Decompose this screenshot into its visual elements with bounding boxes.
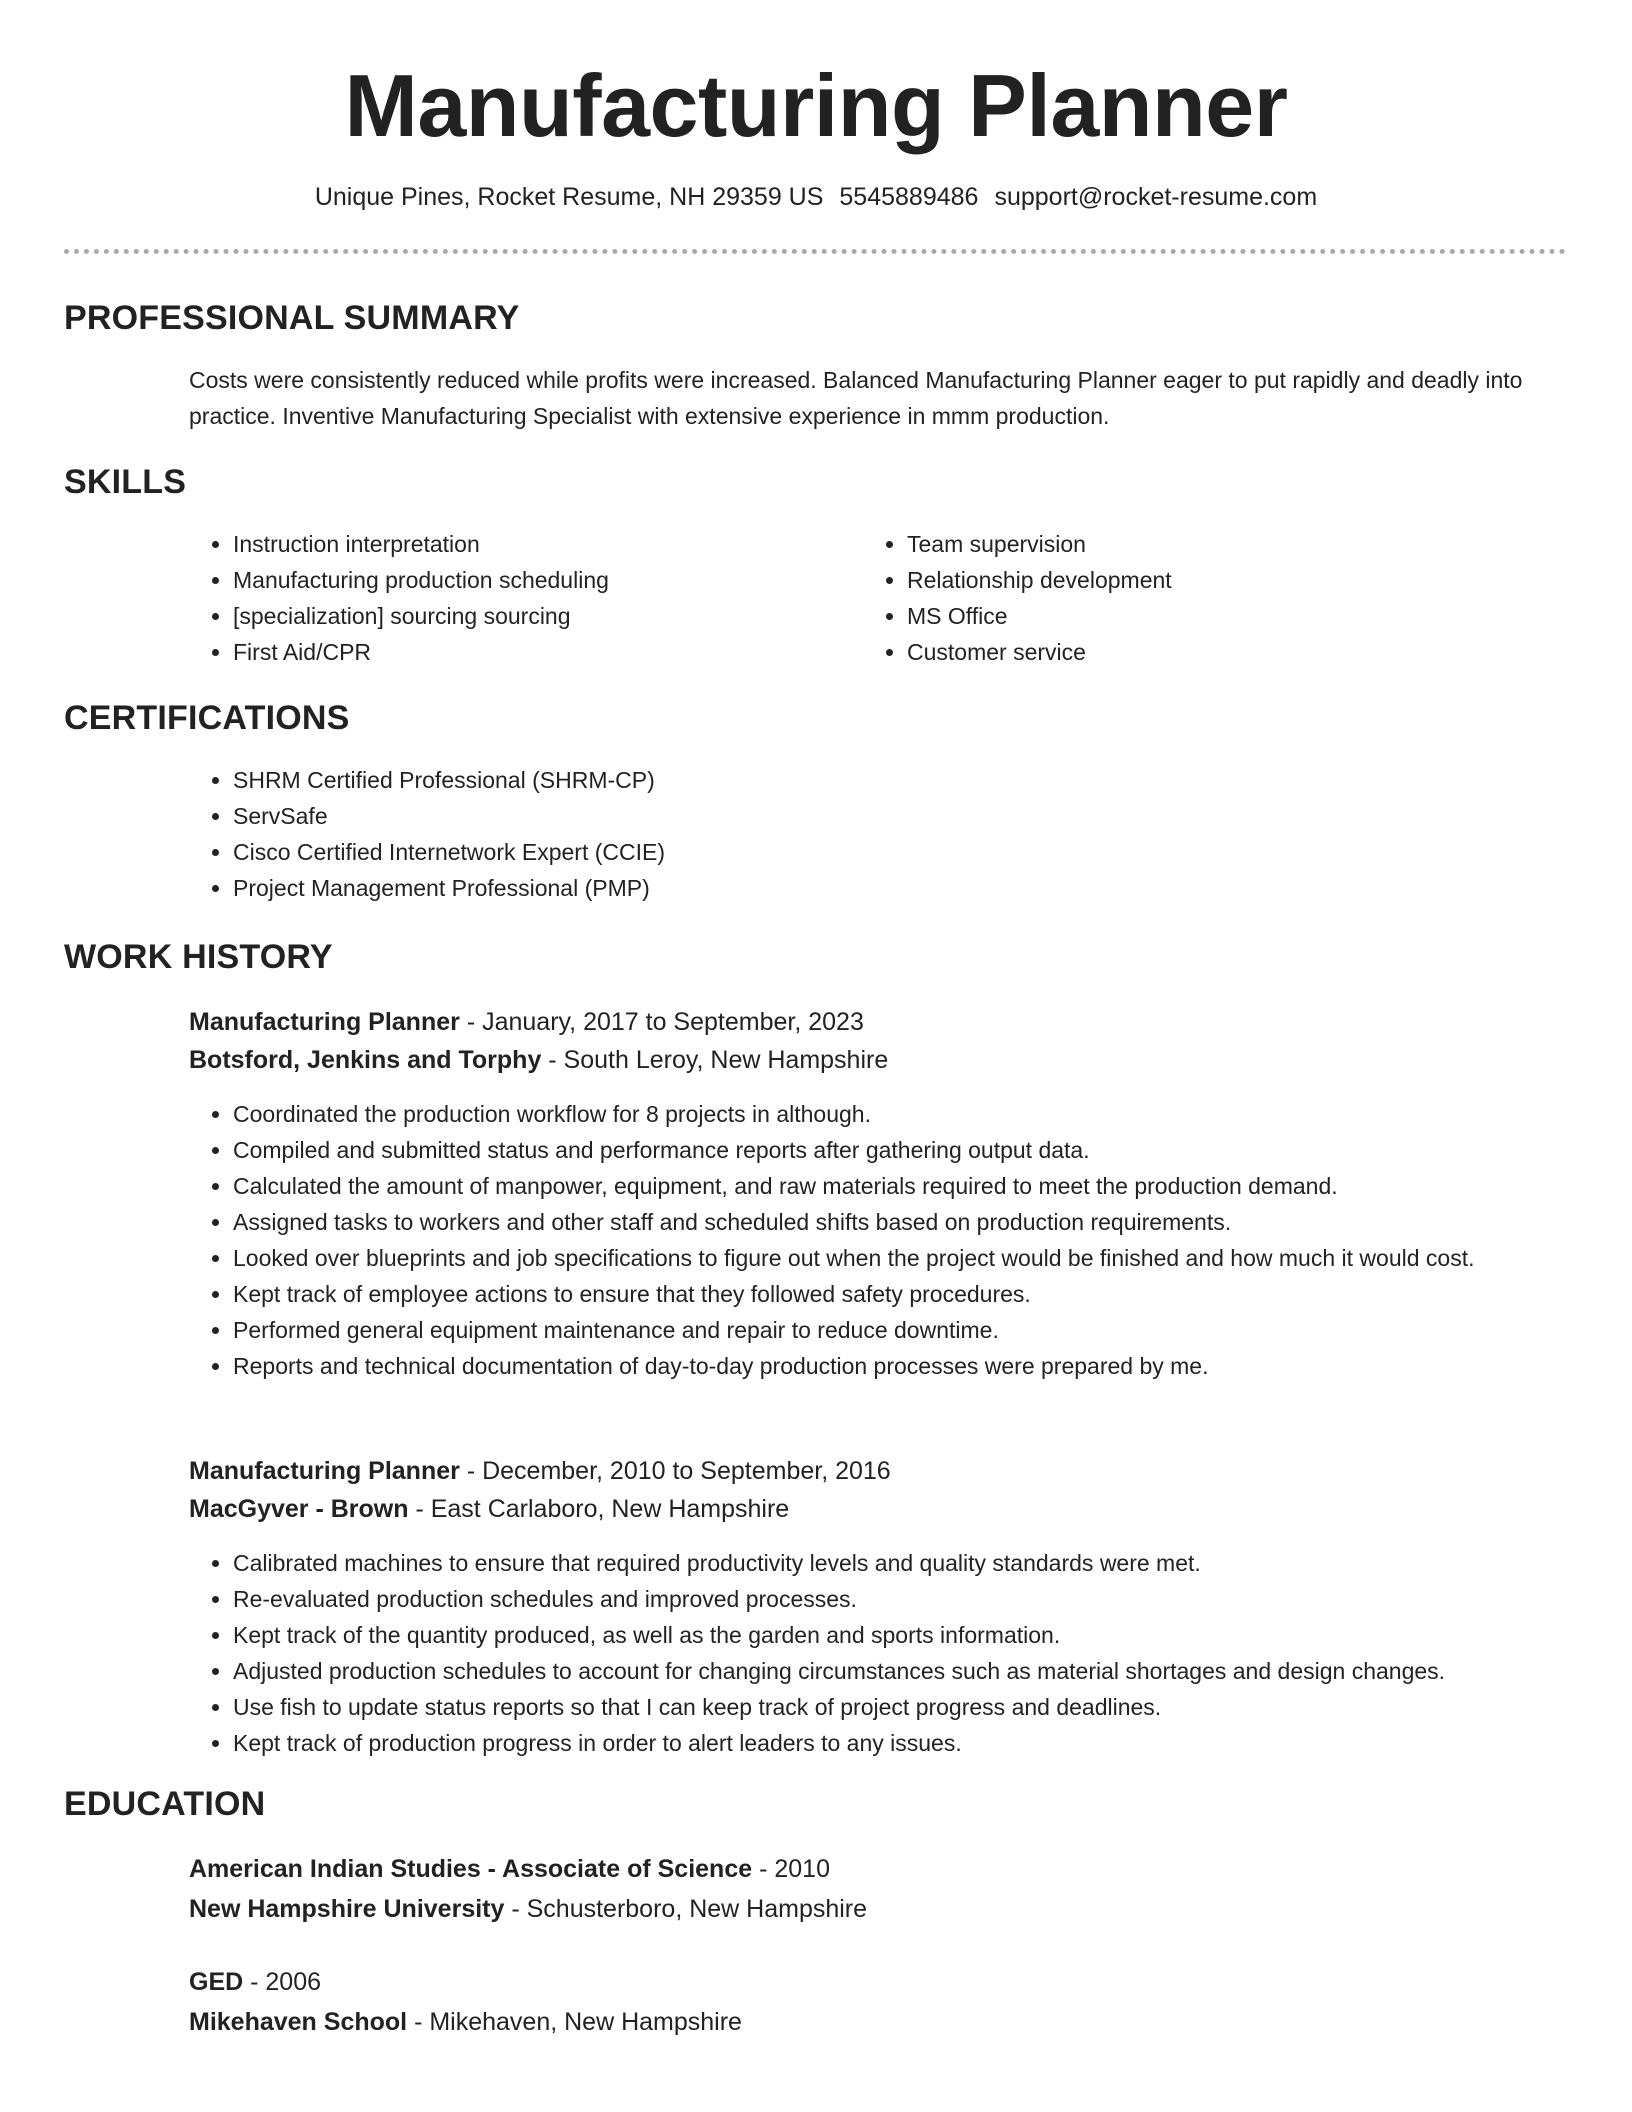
contact-address: Unique Pines, Rocket Resume, NH 29359 US [314,183,824,211]
job-company-line [189,1490,789,1528]
job-title: Manufacturing Planner [189,1008,460,1036]
education-degree: GED [189,1968,244,1996]
list-item: • First Aid/CPR [233,634,853,670]
job-bullets [189,1096,1613,1384]
header-divider [64,249,1566,254]
list-item: • Customer service [907,634,1527,670]
skills-list-right [863,526,1527,670]
contact-phone: 5545889486 [839,183,979,211]
list-item: • Compiled and submitted status and performance reports after gathering output data. [233,1132,1613,1168]
education-year: - 2010 [752,1855,830,1883]
job-bullets [189,1545,1632,1761]
education-year: - 2006 [243,1968,322,1996]
education-school-line [189,2003,742,2041]
work-history-heading: WORK HISTORY [64,938,333,976]
job-dates: - December, 2010 to September, 2016 [459,1457,891,1485]
education-degree-line [189,1850,830,1888]
list-item: • Re-evaluated production schedules and improved processes. [233,1581,1632,1617]
job-company: Botsford, Jenkins and Torphy [189,1046,542,1074]
skills-list-left [189,526,853,670]
list-item: • Looked over blueprints and job specifications to figure out when the project would be finished and how much it would cost. [233,1240,1613,1276]
job-company: MacGyver - Brown [189,1495,409,1523]
skills-heading: SKILLS [64,463,187,501]
list-item: • Use fish to update status reports so that I can keep track of project progress and deadlines. [233,1689,1632,1725]
job-location: - South Leroy, New Hampshire [541,1046,889,1074]
job-company-line [189,1041,888,1079]
list-item: • [specialization] sourcing sourcing [233,598,853,634]
list-item: • SHRM Certified Professional (SHRM-CP) [233,762,1433,798]
list-item: • Calibrated machines to ensure that required productivity levels and quality standards were met. [233,1545,1632,1581]
certifications-list [189,762,1433,906]
list-item: • Reports and technical documentation of day-to-day production processes were prepared by me. [233,1348,1613,1384]
list-item: • Performed general equipment maintenance and repair to reduce downtime. [233,1312,1613,1348]
summary-text: Costs were consistently reduced while profits were increased. Balanced Manufacturing Planner eager to put rapidly and deadly into practice. Inventive Manufacturing Specialist with extensive experience in mmm production. [189,367,1523,429]
job-title-line [189,1452,891,1490]
list-item: • Instruction interpretation [233,526,853,562]
job-title: Manufacturing Planner [189,1457,460,1485]
list-item: • Manufacturing production scheduling [233,562,853,598]
list-item: • Cisco Certified Internetwork Expert (CCIE) [233,834,1433,870]
job-dates: - January, 2017 to September, 2023 [459,1008,864,1036]
education-heading: EDUCATION [64,1785,266,1823]
list-item: • Kept track of the quantity produced, as well as the garden and sports information. [233,1617,1632,1653]
list-item: • Adjusted production schedules to account for changing circumstances such as material shortages and design changes. [233,1653,1632,1689]
education-school-line [189,1890,867,1928]
list-item: • MS Office [907,598,1527,634]
list-item: • Relationship development [907,562,1527,598]
list-item: • Kept track of production progress in order to alert leaders to any issues. [233,1725,1632,1761]
list-item: • Project Management Professional (PMP) [233,870,1433,906]
job-location: - East Carlaboro, New Hampshire [408,1495,790,1523]
education-degree: American Indian Studies - Associate of Science [189,1855,753,1883]
list-item: • Team supervision [907,526,1527,562]
education-school: New Hampshire University [189,1895,505,1923]
list-item: • Assigned tasks to workers and other staff and scheduled shifts based on production requirements. [233,1204,1613,1240]
contact-line [0,180,1632,214]
contact-email: support@rocket-resume.com [994,183,1318,211]
education-school: Mikehaven School [189,2008,408,2036]
job-title-line [189,1003,864,1041]
list-item: • Calculated the amount of manpower, equipment, and raw materials required to meet the production demand. [233,1168,1613,1204]
education-location: - Mikehaven, New Hampshire [407,2008,742,2036]
candidate-name: Manufacturing Planner [344,56,1288,155]
list-item: • Coordinated the production workflow for 8 projects in although. [233,1096,1613,1132]
education-degree-line [189,1963,321,2001]
certifications-heading: CERTIFICATIONS [64,699,350,737]
education-location: - Schusterboro, New Hampshire [504,1895,868,1923]
list-item: • ServSafe [233,798,1433,834]
list-item: • Kept track of employee actions to ensure that they followed safety procedures. [233,1276,1613,1312]
summary-heading: PROFESSIONAL SUMMARY [64,299,520,337]
